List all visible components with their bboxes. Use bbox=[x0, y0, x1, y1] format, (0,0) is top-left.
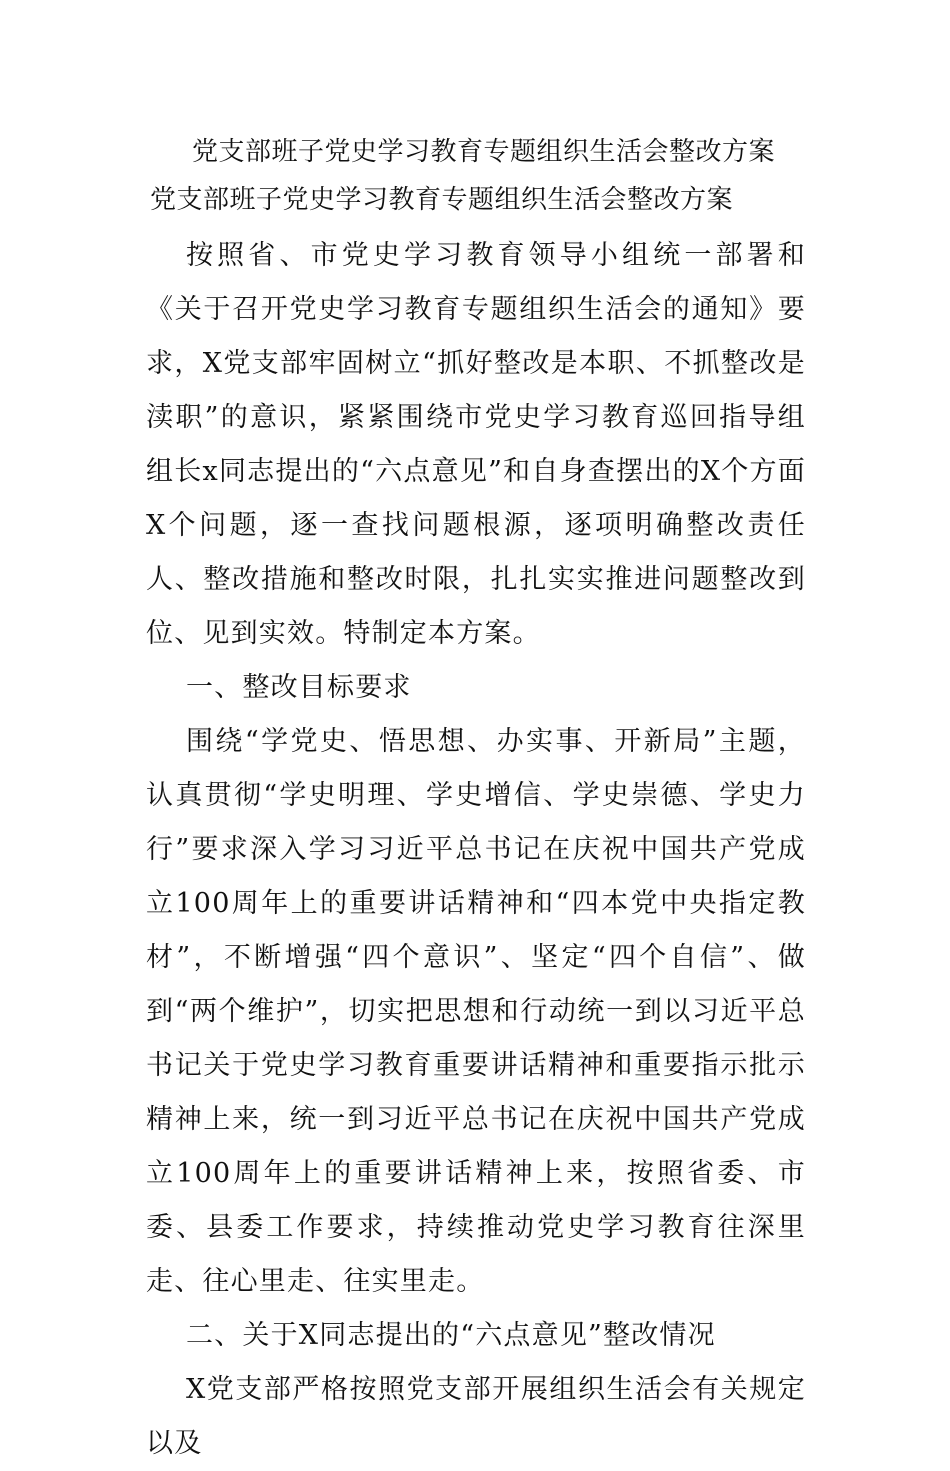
paragraph-rectification: X党支部严格按照党支部开展组织生活会有关规定以及 bbox=[146, 1374, 806, 1459]
section-heading-1: 一、整改目标要求 bbox=[186, 672, 412, 703]
document-subtitle: 党支部班子党史学习教育专题组织生活会整改方案 bbox=[150, 185, 734, 215]
document-title: 党支部班子党史学习教育专题组织生活会整改方案 bbox=[192, 137, 776, 167]
paragraph-intro: 按照省、市党史学习教育领导小组统一部署和《关于召开党史学习教育专题组织生活会的通知》要求，X党支部牢固树立“抓好整改是本职、不抓整改是渎职”的意识，紧紧围绕市党史学习教育巡回指导组组长x同志提出的“六点意见”和自身查摆出的X个方面X个问题，逐一查找问题根源，逐项明确整改责任人、整改措施和整改时限，扎扎实实推进问题整改到位、见到实效。特制定本方案。 bbox=[146, 240, 806, 649]
document-body bbox=[146, 229, 806, 1471]
paragraph-goals: 围绕“学党史、悟思想、办实事、开新局”主题，认真贯彻“学史明理、学史增信、学史崇德、学史力行”要求深入学习习近平总书记在庆祝中国共产党成立100周年上的重要讲话精神和“四本党中央指定教材”，不断增强“四个意识”、坚定“四个自信”、做到“两个维护”，切实把思想和行动统一到以习近平总书记关于党史学习教育重要讲话精神和重要指示批示精神上来，统一到习近平总书记在庆祝中国共产党成立100周年上的重要讲话精神上来，按照省委、市委、县委工作要求，持续推动党史学习教育往深里走、往心里走、往实里走。 bbox=[146, 726, 806, 1297]
section-heading-2: 二、关于X同志提出的“六点意见”整改情况 bbox=[186, 1320, 716, 1351]
